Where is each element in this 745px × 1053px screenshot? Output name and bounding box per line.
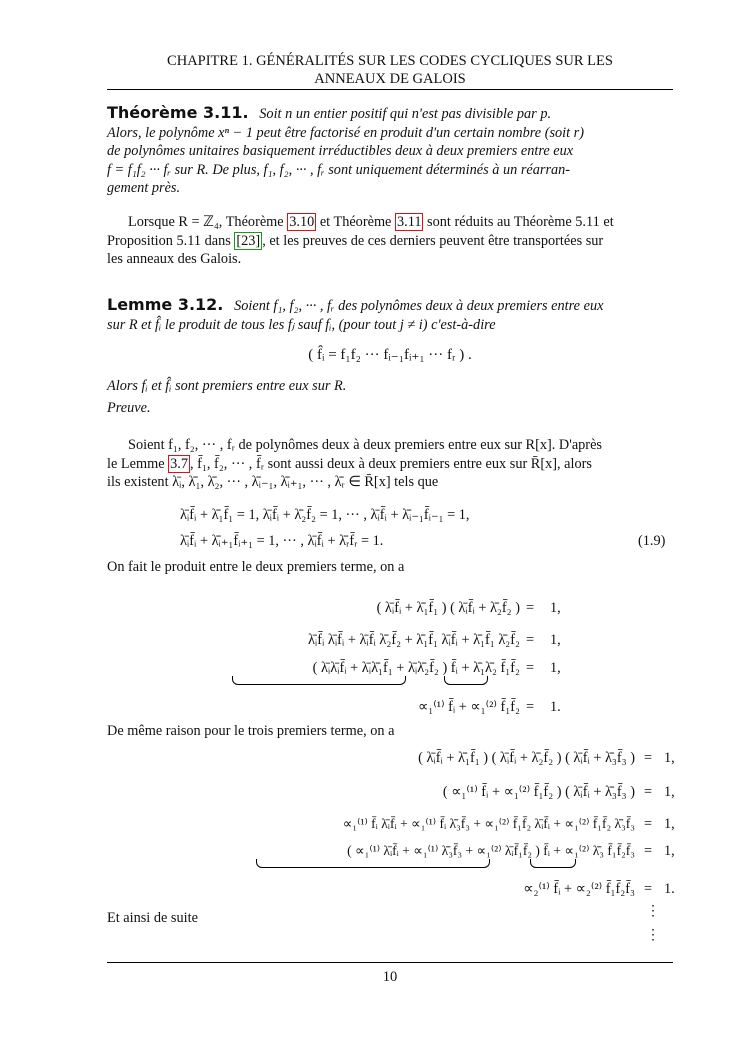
block2-row3-lhs: ∝₁⁽¹⁾ f̄ᵢ λ̄ᵢf̄ᵢ + ∝₁⁽¹⁾ f̄ᵢ λ̄̄₃f̄₃ + ∝₁⁽²⁾ f̄₁f̄₂ λ̄ᵢf̄ᵢ + ∝₁⁽²⁾ f̄₁f̄₂ λ̄̄₃f̄₃	[342, 816, 635, 831]
lemma-equation: ( f̂ᵢ = f₁f₂ ··· fᵢ₋₁fᵢ₊₁ ··· fᵣ ) .	[308, 347, 472, 363]
running-header-line1: CHAPITRE 1. GÉNÉRALITÉS SUR LES CODES CYCLIQUES SUR LES	[167, 53, 613, 69]
footer-rule	[107, 962, 673, 963]
block1-row2-rhs: 1,	[550, 632, 561, 648]
proof-line1: Soient f₁, f₂, ··· , fᵣ de polynômes deux à deux premiers entre eux sur R[x]. D'après	[128, 437, 602, 453]
underbrace-alpha1-1	[232, 676, 406, 685]
three-terms-intro: De même raison pour le trois premiers terme, on a	[107, 723, 395, 739]
theorem-line2: Alors, le polynôme xⁿ − 1 peut être factorisé en produit d'un certain nombre (soit r)	[107, 124, 585, 141]
system-eq-row2: λ̄ᵢf̄ᵢ + λ̄̄ᵢ₊₁f̄ᵢ₊₁ = 1, ··· , λ̄ᵢf̄ᵢ + λ̄̄ᵣf̄ᵣ = 1.	[180, 533, 384, 549]
proof-label: Preuve.	[107, 400, 151, 416]
proof-line2b: , f̄₁, f̄₂, ··· , f̄ᵣ sont aussi deux à deux premiers entre eux sur R̄[x], alors	[190, 455, 592, 472]
block1-row4-lhs: ∝₁⁽¹⁾ f̄ᵢ + ∝₁⁽²⁾ f̄₁f̄₂	[418, 699, 520, 715]
running-header-line2: ANNEAUX DE GALOIS	[314, 71, 466, 87]
proof-line3: ils existent λ̄ᵢ, λ̄̄₁, λ̄̄₂, ··· , λ̄̄ᵢ₋₁, λ̄̄ᵢ₊₁, ··· , λ̄̄ᵣ ∈ R̄[x] tels que	[107, 474, 439, 491]
theorem-line5: gement près.	[107, 180, 181, 197]
theorem-3-11	[107, 104, 673, 198]
continuation-text: Et ainsi de suite	[107, 910, 198, 926]
block2-row1-eq: =	[644, 750, 653, 766]
ref-lemma-3-7[interactable]: 3.7	[170, 455, 189, 472]
remark-text-1a: Lorsque R = ℤ₄, Théorème	[128, 214, 288, 230]
block2-row4-lhs: ( ∝₁⁽¹⁾ λ̄ᵢf̄ᵢ + ∝₁⁽¹⁾ λ̄̄₃f̄₃ + ∝₁⁽²⁾ λ̄ᵢf̄₁f̄₂ ) f̄ᵢ + ∝₁⁽²⁾ λ̄̄₃ f̄₁f̄₂f̄₃	[347, 843, 635, 858]
equation-number: (1.9)	[638, 533, 666, 549]
theorem-heading: Théorème 3.11.	[107, 103, 249, 122]
block2-row1-lhs: ( λ̄ᵢf̄ᵢ + λ̄̄₁f̄₁ ) ( λ̄ᵢf̄ᵢ + λ̄̄₂f̄₂ ) ( λ̄ᵢf̄ᵢ + λ̄̄₃f̄₃ )	[418, 750, 635, 766]
proof-line2a: le Lemme	[107, 455, 169, 472]
ref-theorem-3-10[interactable]: 3.10	[289, 214, 315, 230]
remark-text-3: les anneaux des Galois.	[107, 251, 242, 268]
block1-row1-eq: =	[526, 600, 535, 616]
underbrace-alpha2-2	[530, 859, 576, 868]
vdots-2: ⋮	[646, 928, 660, 943]
block1-row4-rhs: 1.	[550, 699, 561, 715]
product-intro: On fait le produit entre le deux premiers terme, on a	[107, 559, 405, 575]
block2-row1-rhs: 1,	[664, 750, 675, 766]
proof-paragraph	[107, 436, 673, 492]
block2-row4-eq: =	[644, 843, 653, 859]
block2-row5-rhs: 1.	[664, 881, 675, 897]
lemma-line2: sur R et f̂ᵢ le produit de tous les fⱼ sauf fᵢ, (pour tout j ≠ i) c'est-à-dire	[107, 316, 496, 333]
theorem-line1: Soit n un entier positif qui n'est pas divisible par p.	[259, 106, 552, 122]
underbrace-alpha2-1	[256, 859, 490, 868]
lemma-heading: Lemme 3.12.	[107, 295, 224, 314]
block1-row3-eq: =	[526, 660, 535, 676]
block1-row3-lhs: ( λ̄ᵢλ̄ᵢf̄ᵢ + λ̄ᵢλ̄̄₁f̄₁ + λ̄ᵢλ̄̄₂f̄₂ ) f̄ᵢ + λ̄̄₁λ̄̄₂ f̄₁f̄₂	[312, 660, 520, 676]
ref-theorem-3-11[interactable]: 3.11	[396, 214, 422, 230]
remark-text-1b: et Théorème	[316, 214, 395, 230]
block2-row2-rhs: 1,	[664, 784, 675, 800]
vdots-1: ⋮	[646, 904, 660, 919]
block2-row3-rhs: 1,	[664, 816, 675, 832]
block2-row4-rhs: 1,	[664, 843, 675, 859]
block2-row2-eq: =	[644, 784, 653, 800]
block1-row3-rhs: 1,	[550, 660, 561, 676]
lemma-line1: Soient f₁, f₂, ··· , fᵣ des polynômes deux à deux premiers entre eux	[234, 298, 604, 314]
block1-row2-lhs: λ̄ᵢf̄ᵢ λ̄ᵢf̄ᵢ + λ̄ᵢf̄ᵢ λ̄̄₂f̄₂ + λ̄̄₁f̄₁ λ̄ᵢf̄ᵢ + λ̄̄₁f̄₁ λ̄̄₂f̄₂	[307, 632, 520, 648]
block2-row5-lhs: ∝₂⁽¹⁾ f̄ᵢ + ∝₂⁽²⁾ f̄₁f̄₂f̄₃	[523, 881, 635, 897]
remark-text-2a: Proposition 5.11 dans	[107, 232, 235, 249]
theorem-line3: de polynômes unitaires basiquement irréductibles deux à deux premiers entre eux	[107, 143, 574, 160]
theorem-line4: f = f₁f₂ ··· fᵣ sur R. De plus, f₁, f₂, ··· , fᵣ sont uniquement déterminés à un réarran-	[107, 161, 571, 178]
lemma-3-12	[107, 296, 673, 334]
lemma-conclusion: Alors fᵢ et f̂ᵢ sont premiers entre eux sur R.	[107, 378, 347, 394]
page-number: 10	[382, 969, 398, 985]
block2-row3-eq: =	[644, 816, 653, 832]
remark-text-2b: , et les preuves de ces derniers peuvent être transportées sur	[262, 232, 604, 249]
remark-paragraph	[107, 213, 673, 269]
block1-row1-rhs: 1,	[550, 600, 561, 616]
block1-row1-lhs: ( λ̄ᵢf̄ᵢ + λ̄̄₁f̄₁ ) ( λ̄ᵢf̄ᵢ + λ̄̄₂f̄₂ )	[376, 600, 520, 616]
system-eq-row1: λ̄ᵢf̄ᵢ + λ̄̄₁f̄₁ = 1, λ̄ᵢf̄ᵢ + λ̄̄₂f̄₂ = 1, ··· , λ̄ᵢf̄ᵢ + λ̄̄ᵢ₋₁f̄ᵢ₋₁ = 1,	[180, 507, 470, 523]
ref-citation-23[interactable]: [23]	[236, 232, 261, 249]
remark-text-1c: sont réduits au Théorème 5.11 et	[423, 214, 614, 230]
block2-row2-lhs: ( ∝₁⁽¹⁾ f̄ᵢ + ∝₁⁽²⁾ f̄₁f̄₂ ) ( λ̄ᵢf̄ᵢ + λ̄̄₃f̄₃ )	[442, 784, 635, 800]
underbrace-alpha1-2	[444, 676, 488, 685]
header-rule	[107, 89, 673, 90]
block2-row5-eq: =	[644, 881, 653, 897]
block1-row4-eq: =	[526, 699, 535, 715]
block1-row2-eq: =	[526, 632, 535, 648]
